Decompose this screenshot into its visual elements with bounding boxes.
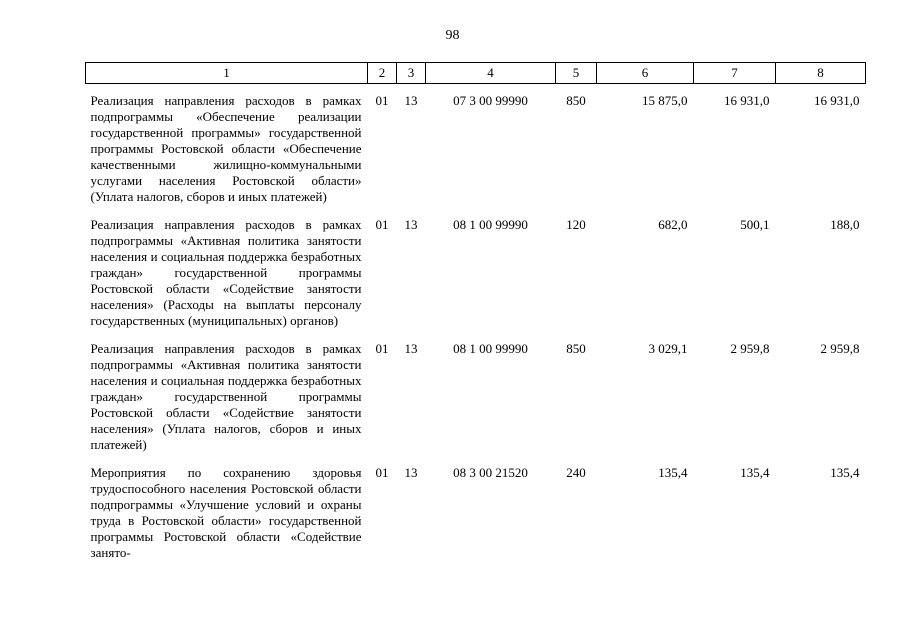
row-amount-1: 135,4	[658, 465, 688, 480]
row-amount-3: 2 959,8	[820, 341, 860, 356]
row-section-code: 01	[375, 341, 389, 356]
row-subsection-code: 13	[404, 465, 418, 480]
row-subsection-code: 13	[404, 341, 418, 356]
row-amount-2: 2 959,8	[730, 341, 770, 356]
row-expense-type: 850	[566, 93, 586, 108]
row-section-code: 01	[375, 465, 389, 480]
row-amount-3: 16 931,0	[814, 93, 860, 108]
row-amount-1: 3 029,1	[648, 341, 688, 356]
row-expense-type: 850	[566, 341, 586, 356]
row-target-article: 07 3 00 99990	[453, 93, 528, 108]
row-amount-3: 188,0	[830, 217, 860, 232]
row-expense-type: 120	[566, 217, 586, 232]
table-row	[86, 334, 866, 458]
header-row	[86, 63, 866, 84]
header-cell-7: 7	[694, 63, 776, 84]
row-description: Мероприятия по сохранению здоровья трудоспособного населения Ростовской области подпрограммы «Улучшение условий и охраны труда в Ростовской области» государственной программы Ростовской области «Содействие занято-	[90, 465, 362, 560]
header-cell-3: 3	[397, 63, 426, 84]
row-amount-3: 135,4	[830, 465, 860, 480]
row-description: Реализация направления расходов в рамках подпрограммы «Активная политика занятости населения и социальная поддержка безработных граждан» государственной программы Ростовской области «Содействие занятости населения» (Расходы на выплаты персоналу государственных (муниципальных) органов)	[90, 217, 362, 328]
header-cell-1: 1	[86, 63, 368, 84]
header-cell-2: 2	[368, 63, 397, 84]
table-row	[86, 84, 866, 211]
header-cell-8: 8	[776, 63, 866, 84]
row-description: Реализация направления расходов в рамках подпрограммы «Обеспечение реализации государственной программы» государственной программы Ростовской области «Обеспечение качественными жилищно-коммунальными услугами населения Ростовской области» (Уплата налогов, сборов и иных платежей)	[90, 93, 362, 204]
row-subsection-code: 13	[404, 93, 418, 108]
row-target-article: 08 1 00 99990	[453, 217, 528, 232]
row-description: Реализация направления расходов в рамках подпрограммы «Активная политика занятости населения и социальная поддержка безработных граждан» государственной программы Ростовской области «Содействие занятости населения» (Уплата налогов, сборов и иных платежей)	[90, 341, 362, 452]
row-amount-1: 682,0	[658, 217, 688, 232]
row-amount-2: 135,4	[740, 465, 770, 480]
header-cell-6: 6	[597, 63, 694, 84]
row-amount-2: 16 931,0	[724, 93, 770, 108]
row-amount-2: 500,1	[740, 217, 770, 232]
row-subsection-code: 13	[404, 217, 418, 232]
table-row	[86, 458, 866, 566]
row-amount-1: 15 875,0	[642, 93, 688, 108]
table-row	[86, 210, 866, 334]
row-target-article: 08 1 00 99990	[453, 341, 528, 356]
page-number: 98	[445, 28, 460, 43]
row-target-article: 08 3 00 21520	[453, 465, 528, 480]
row-section-code: 01	[375, 217, 389, 232]
header-cell-5: 5	[556, 63, 597, 84]
header-cell-4: 4	[426, 63, 556, 84]
row-expense-type: 240	[566, 465, 586, 480]
row-section-code: 01	[375, 93, 389, 108]
budget-table	[85, 62, 866, 566]
